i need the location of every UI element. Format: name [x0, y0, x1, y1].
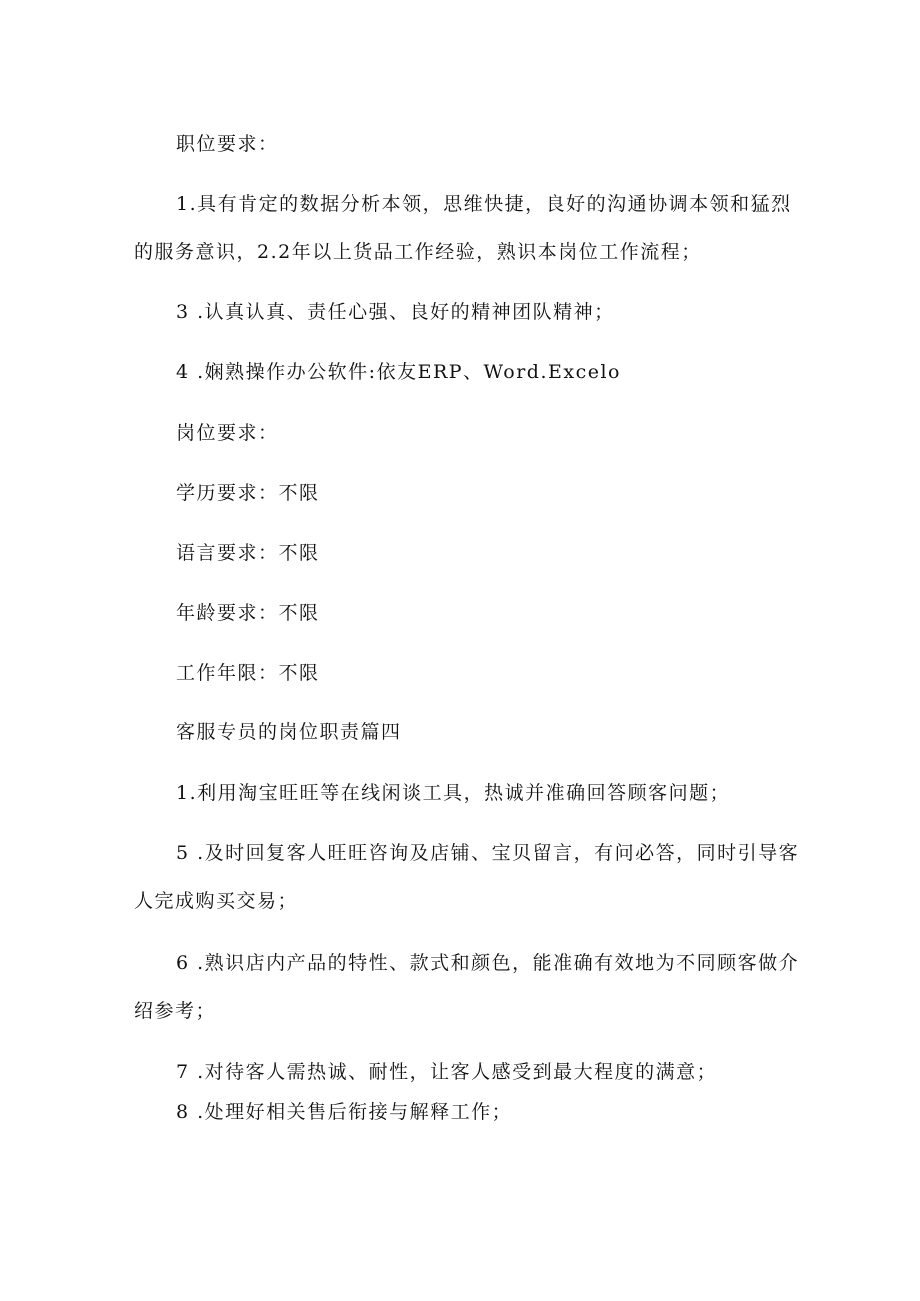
list-item: 7 .对待客人需热诚、耐性，让客人感受到最大程度的满意； — [176, 1061, 718, 1083]
paragraph-line: 人完成购买交易； — [134, 890, 299, 912]
list-item: 4 .娴熟操作办公软件:依友ERP、Word.Excelo — [176, 361, 621, 383]
heading-position-requirements: 岗位要求： — [176, 422, 279, 444]
requirement-age: 年龄要求：不限 — [176, 602, 320, 624]
list-item: 5 .及时回复客人旺旺咨询及店铺、宝贝留言，有问必答，同时引导客 — [176, 842, 800, 864]
list-item: 6 .熟识店内产品的特性、款式和颜色，能准确有效地为不同顾客做介 — [176, 952, 800, 974]
list-item: 8 .处理好相关售后衔接与解释工作； — [176, 1101, 513, 1123]
section-title: 客服专员的岗位职责篇四 — [176, 721, 402, 743]
paragraph-line: 绍参考； — [134, 1000, 217, 1022]
requirement-work-years: 工作年限：不限 — [176, 662, 320, 684]
list-item: 1.利用淘宝旺旺等在线闲谈工具，热诚并准确回答顾客问题； — [176, 782, 731, 804]
heading-job-requirements: 职位要求： — [176, 133, 279, 155]
requirement-language: 语言要求：不限 — [176, 542, 320, 564]
paragraph-line: 的服务意识，2.2年以上货品工作经验，熟识本岗位工作流程； — [134, 241, 702, 263]
requirement-education: 学历要求：不限 — [176, 482, 320, 504]
list-item: 3 .认真认真、责任心强、良好的精神团队精神； — [176, 301, 615, 323]
paragraph-line: 1.具有肯定的数据分析本领，思维快捷，良好的沟通协调本领和猛烈 — [176, 193, 792, 215]
